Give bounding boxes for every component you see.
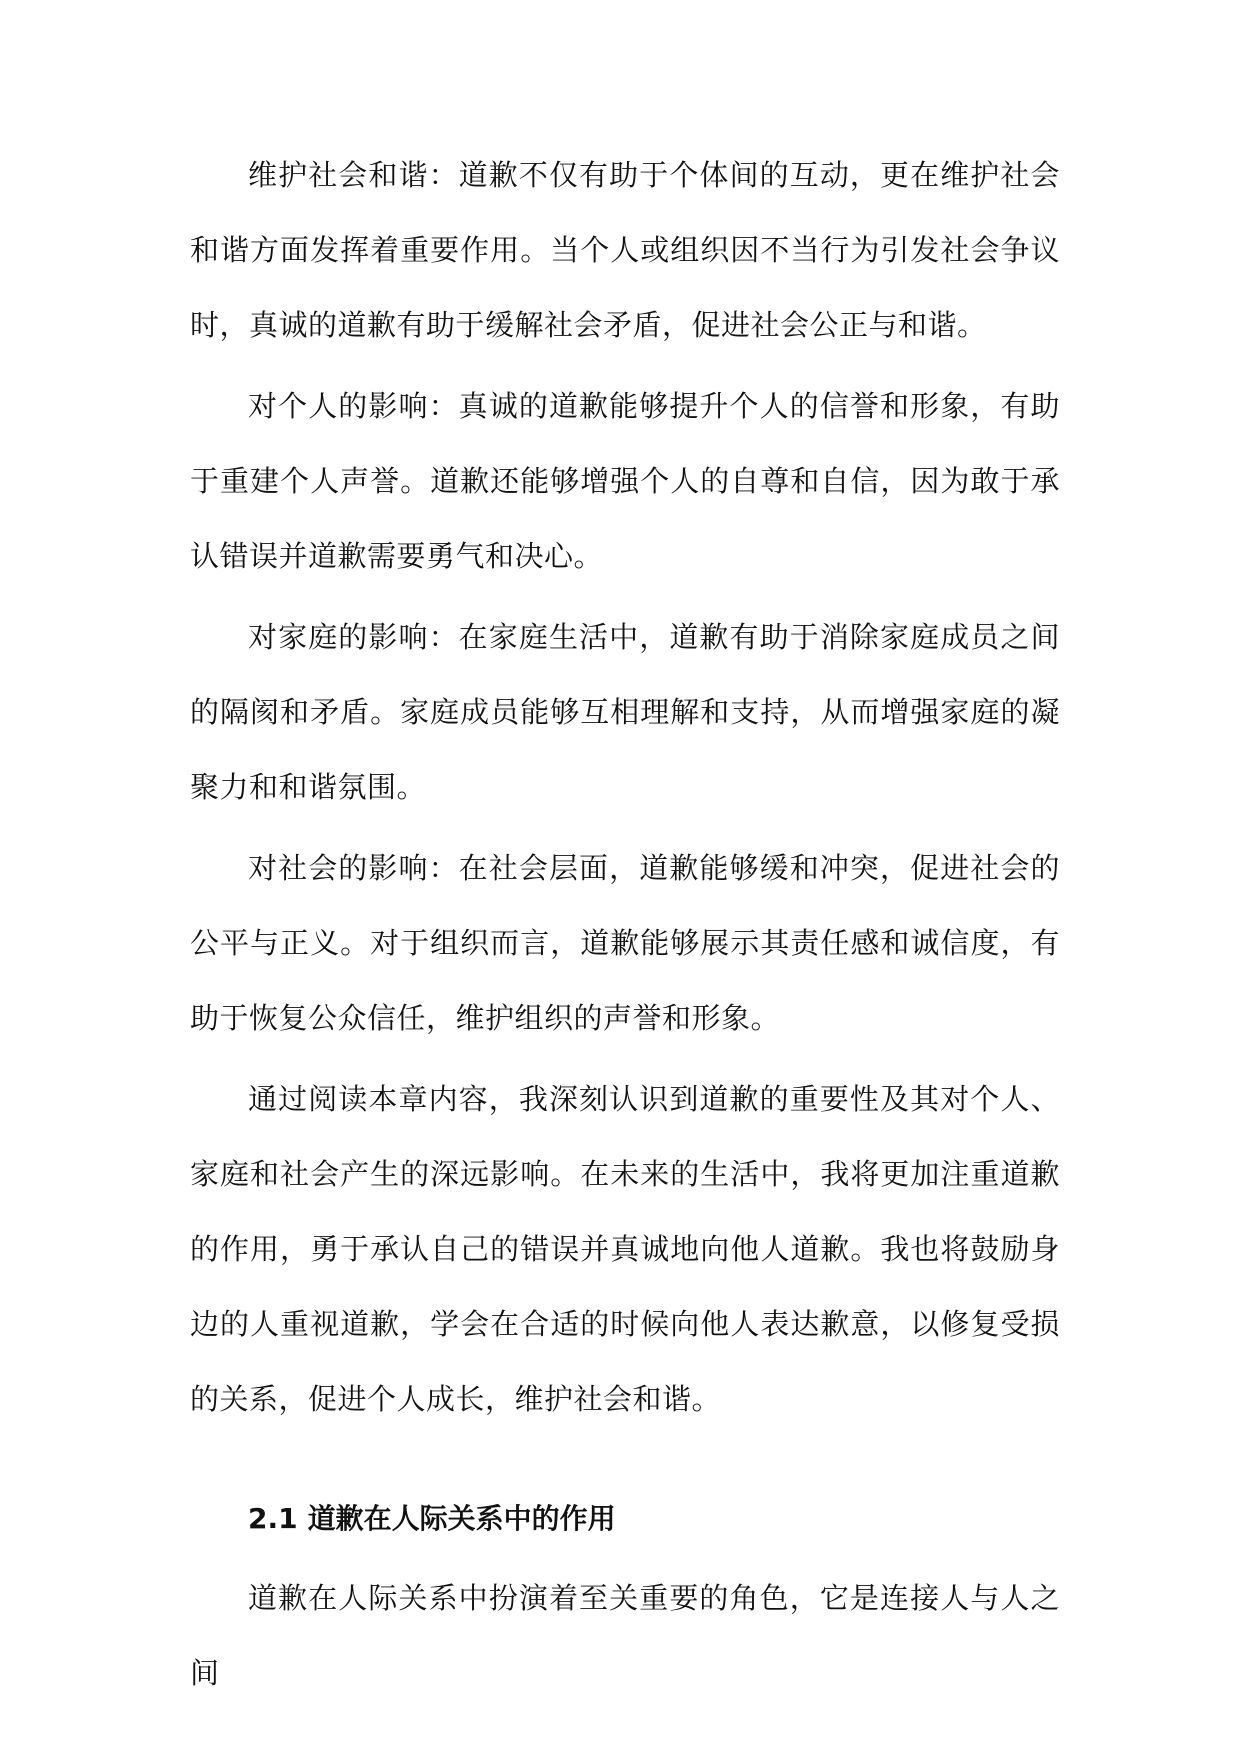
section-number: 2.1 [248,1502,298,1535]
paragraph-section-intro: 道歉在人际关系中扮演着至关重要的角色，它是连接人与人之间 [190,1581,1060,1690]
paragraph-social-harmony: 维护社会和谐：道歉不仅有助于个体间的互动，更在维护社会和谐方面发挥着重要作用。当个人或组织因不当行为引发社会争议时，真诚的道歉有助于缓解社会矛盾，促进社会公正与和谐。 [190,158,1060,342]
section-heading [248,1487,1060,1551]
paragraph-family-impact: 对家庭的影响：在家庭生活中，道歉有助于消除家庭成员之间的隔阂和矛盾。家庭成员能够互相理解和支持，从而增强家庭的凝聚力和和谐氛围。 [190,620,1060,804]
document-page [190,138,1060,1717]
paragraph-society-impact: 对社会的影响：在社会层面，道歉能够缓和冲突，促进社会的公平与正义。对于组织而言，道歉能够展示其责任感和诚信度，有助于恢复公众信任，维护组织的声誉和形象。 [190,851,1060,1035]
section-title: 道歉在人际关系中的作用 [307,1502,616,1535]
paragraph-individual-impact: 对个人的影响：真诚的道歉能够提升个人的信誉和形象，有助于重建个人声誉。道歉还能够增强个人的自尊和自信，因为敢于承认错误并道歉需要勇气和决心。 [190,389,1060,573]
paragraph-reflection: 通过阅读本章内容，我深刻认识到道歉的重要性及其对个人、家庭和社会产生的深远影响。在未来的生活中，我将更加注重道歉的作用，勇于承认自己的错误并真诚地向他人道歉。我也将鼓励身边的人重视道歉，学会在合适的时候向他人表达歉意，以修复受损的关系，促进个人成长，维护社会和谐。 [190,1082,1060,1416]
